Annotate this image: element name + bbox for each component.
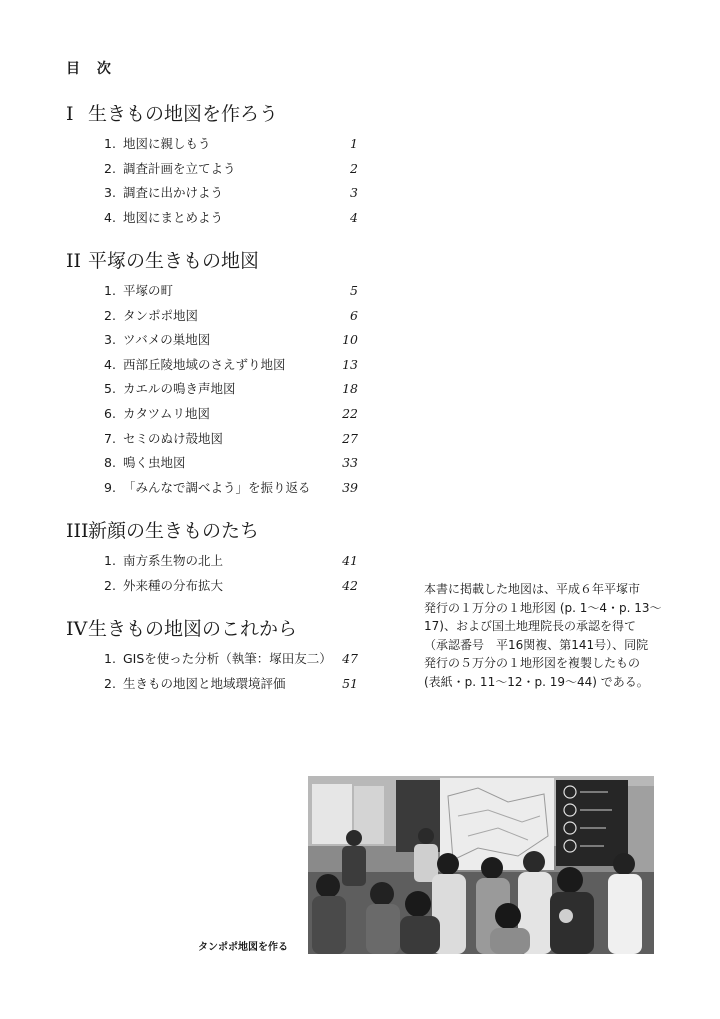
entry-page: 10 — [342, 332, 358, 348]
section-title-text: 新顔の生きものたち — [88, 520, 260, 542]
entry-number: 2. — [104, 577, 116, 593]
toc-heading: 目 次 — [66, 61, 117, 77]
toc-section-3 — [66, 519, 366, 598]
section-numeral: III — [66, 520, 89, 542]
entry-label: ツバメの巣地図 — [123, 332, 211, 348]
entry-label: カエルの鳴き声地図 — [123, 381, 236, 397]
entry-number: 1. — [104, 283, 116, 298]
entry-number: 3. — [104, 185, 116, 201]
toc-entry[interactable] — [66, 427, 366, 452]
entry-label: GISを使った分析（執筆：塚田友二） — [123, 651, 332, 666]
entry-number: 8. — [104, 455, 116, 471]
entry-label: セミのぬけ殻地図 — [123, 430, 224, 446]
entry-number: 2. — [104, 160, 116, 176]
entry-page: 1 — [350, 136, 358, 151]
entry-page: 39 — [342, 479, 358, 495]
entry-label: 調査計画を立てよう — [123, 160, 236, 176]
note-line: （承認番号 平16関複、第141号）、同院 — [424, 637, 649, 652]
entry-number: 4. — [104, 209, 116, 225]
entry-number: 4. — [104, 356, 116, 372]
entry-number: 1. — [104, 136, 116, 151]
section-numeral: II — [66, 250, 82, 272]
note-line: (表紙・p. 11〜12・p. 19〜44) である。 — [424, 674, 649, 689]
entry-label: 外来種の分布拡大 — [123, 577, 224, 593]
toc-section-4 — [66, 617, 366, 696]
section-title-text: 平塚の生きもの地図 — [88, 250, 260, 272]
entry-label: 地図にまとめよう — [123, 209, 224, 225]
entry-page: 5 — [350, 283, 358, 298]
entry-page: 27 — [342, 430, 358, 446]
entry-label: 地図に親しもう — [123, 136, 211, 151]
entry-page: 42 — [342, 577, 358, 593]
entry-number: 7. — [104, 430, 116, 446]
entry-label: 南方系生物の北上 — [123, 553, 224, 568]
entry-label: 生きもの地図と地域環境評価 — [123, 675, 286, 691]
entry-label: 調査に出かけよう — [123, 185, 224, 201]
entry-label: カタツムリ地図 — [123, 405, 211, 421]
entry-number: 2. — [104, 307, 116, 323]
entry-page: 41 — [342, 553, 358, 568]
toc-entry[interactable] — [66, 549, 366, 574]
entry-label: タンポポ地図 — [123, 307, 199, 323]
entry-number: 2. — [104, 675, 116, 691]
toc-entry[interactable] — [66, 181, 366, 206]
map-credit-note — [424, 580, 692, 691]
toc-entries — [66, 549, 366, 598]
entry-page: 33 — [342, 455, 358, 471]
note-line: 17)、および国土地理院長の承認を得て — [424, 619, 636, 633]
entry-label: 「みんなで調べよう」を振り返る — [123, 479, 311, 495]
toc-entry[interactable] — [66, 451, 366, 476]
section-numeral: IV — [66, 618, 88, 640]
entry-number: 9. — [104, 479, 116, 495]
toc-entry[interactable] — [66, 353, 366, 378]
toc-entry[interactable] — [66, 157, 366, 182]
entry-number: 6. — [104, 405, 116, 421]
toc-entry[interactable] — [66, 402, 366, 427]
entry-label: 鳴く虫地図 — [123, 455, 186, 471]
entry-page: 3 — [350, 185, 358, 201]
entry-number: 1. — [104, 651, 116, 666]
toc-section-2 — [66, 249, 366, 500]
toc-section-1 — [66, 102, 366, 230]
section-title-text: 生きもの地図のこれから — [88, 618, 298, 640]
toc-entry[interactable] — [66, 672, 366, 697]
entry-page: 2 — [350, 160, 358, 176]
toc-entry[interactable] — [66, 132, 366, 157]
section-title-text: 生きもの地図を作ろう — [88, 103, 279, 125]
entry-page: 51 — [342, 675, 358, 691]
toc-entry[interactable] — [66, 206, 366, 231]
toc-entry[interactable] — [66, 377, 366, 402]
section-numeral: I — [66, 103, 74, 125]
note-line: 発行の１万分の１地形図 (p. 1〜4・p. 13〜 — [424, 600, 662, 615]
section-title — [66, 617, 366, 641]
entry-number: 5. — [104, 381, 116, 397]
entry-label: 平塚の町 — [123, 283, 174, 298]
toc-entry[interactable] — [66, 574, 366, 599]
toc-entries — [66, 279, 366, 500]
toc-entries — [66, 132, 366, 230]
entry-page: 4 — [350, 209, 358, 225]
photo-caption: タンポポ地図を作る — [198, 942, 288, 953]
workshop-photo — [308, 776, 654, 954]
toc-entries — [66, 647, 366, 696]
entry-page: 13 — [342, 356, 358, 372]
entry-number: 1. — [104, 553, 116, 568]
entry-page: 18 — [342, 381, 358, 397]
entry-page: 6 — [350, 307, 358, 323]
section-title — [66, 102, 366, 126]
entry-number: 3. — [104, 332, 116, 348]
section-title — [66, 249, 366, 273]
toc-entry[interactable] — [66, 304, 366, 329]
entry-page: 47 — [342, 651, 358, 666]
toc-entry[interactable] — [66, 279, 366, 304]
toc-entry[interactable] — [66, 647, 366, 672]
section-title — [66, 519, 366, 543]
toc-entry[interactable] — [66, 476, 366, 501]
entry-page: 22 — [342, 405, 358, 421]
entry-label: 西部丘陵地域のさえずり地図 — [123, 356, 286, 372]
note-line: 本書に掲載した地図は、平成６年平塚市 — [424, 582, 641, 596]
toc-entry[interactable] — [66, 328, 366, 353]
note-line: 発行の５万分の１地形図を複製したもの — [424, 656, 641, 670]
